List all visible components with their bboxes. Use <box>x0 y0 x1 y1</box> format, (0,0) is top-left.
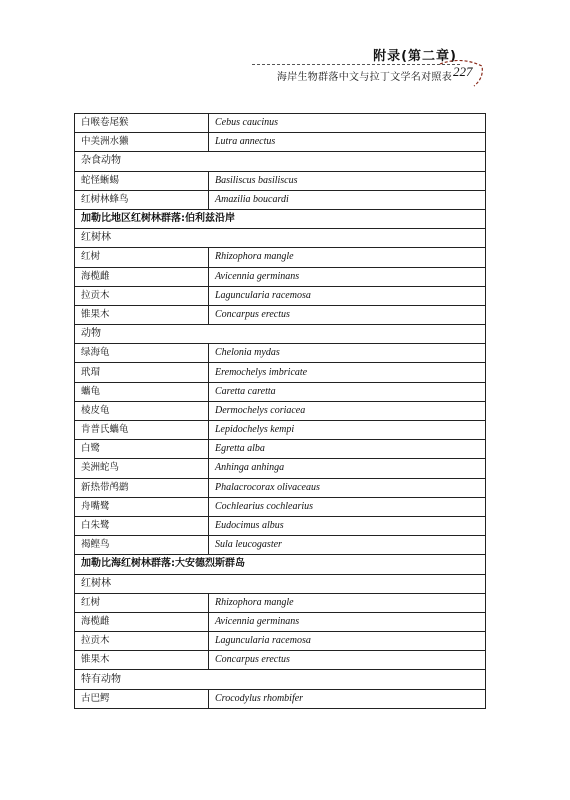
chinese-name-cell: 白喉卷尾猴 <box>75 114 209 133</box>
chinese-name-cell: 肯普氏蠵龟 <box>75 421 209 440</box>
table-row <box>75 114 486 133</box>
chinese-name-cell: 白鹭 <box>75 440 209 459</box>
chinese-name-cell: 拉贡木 <box>75 632 209 651</box>
table-row <box>75 536 486 555</box>
table-row <box>75 421 486 440</box>
latin-name-cell: Basiliscus basiliscus <box>209 171 486 190</box>
latin-name-cell: Amazilia boucardi <box>209 190 486 209</box>
latin-name-cell: Rhizophora mangle <box>209 248 486 267</box>
latin-name-cell: Rhizophora mangle <box>209 593 486 612</box>
chinese-name-cell: 美洲蛇鸟 <box>75 459 209 478</box>
table-row <box>75 440 486 459</box>
section-heading: 红树林 <box>75 229 486 248</box>
name-table <box>74 113 486 709</box>
latin-name-cell: Concarpus erectus <box>209 651 486 670</box>
chinese-name-cell: 锥果木 <box>75 651 209 670</box>
chinese-name-cell: 棱皮龟 <box>75 401 209 420</box>
table-row <box>75 133 486 152</box>
latin-name-cell: Avicennia germinans <box>209 612 486 631</box>
table-row <box>75 632 486 651</box>
chinese-name-cell: 蛇怪蜥蜴 <box>75 171 209 190</box>
latin-name-cell: Concarpus erectus <box>209 305 486 324</box>
latin-name-cell: Laguncularia racemosa <box>209 632 486 651</box>
table-row <box>75 478 486 497</box>
section-row <box>75 229 486 248</box>
table-row <box>75 651 486 670</box>
table-row <box>75 459 486 478</box>
section-heading: 红树林 <box>75 574 486 593</box>
latin-name-cell: Sula leucogaster <box>209 536 486 555</box>
table-row <box>75 516 486 535</box>
section-row <box>75 670 486 689</box>
chinese-name-cell: 海榄雌 <box>75 267 209 286</box>
table-row <box>75 401 486 420</box>
section-row <box>75 555 486 574</box>
chinese-name-cell: 红树 <box>75 248 209 267</box>
name-table-body <box>75 114 486 709</box>
latin-name-cell: Crocodylus rhombifer <box>209 689 486 708</box>
chinese-name-cell: 舟嘴鹭 <box>75 497 209 516</box>
latin-name-cell: Lepidochelys kempi <box>209 421 486 440</box>
page-number: 227 <box>453 64 473 79</box>
section-row <box>75 152 486 171</box>
chinese-name-cell: 古巴鳄 <box>75 689 209 708</box>
chinese-name-cell: 绿海龟 <box>75 344 209 363</box>
latin-name-cell: Cebus caucinus <box>209 114 486 133</box>
table-row <box>75 344 486 363</box>
chinese-name-cell: 新热带鸬鹚 <box>75 478 209 497</box>
chinese-name-cell: 褐鲣鸟 <box>75 536 209 555</box>
chinese-name-cell: 红树林蜂鸟 <box>75 190 209 209</box>
table-row <box>75 497 486 516</box>
chinese-name-cell: 中美洲水獭 <box>75 133 209 152</box>
latin-name-cell: Eremochelys imbricate <box>209 363 486 382</box>
table-row <box>75 248 486 267</box>
latin-name-cell: Phalacrocorax olivaceaus <box>209 478 486 497</box>
chinese-name-cell: 海榄雌 <box>75 612 209 631</box>
latin-name-cell: Caretta caretta <box>209 382 486 401</box>
latin-name-cell: Eudocimus albus <box>209 516 486 535</box>
table-row <box>75 689 486 708</box>
table-row <box>75 171 486 190</box>
chinese-name-cell: 红树 <box>75 593 209 612</box>
table-row <box>75 286 486 305</box>
latin-name-cell: Avicennia germinans <box>209 267 486 286</box>
section-heading: 特有动物 <box>75 670 486 689</box>
table-row <box>75 267 486 286</box>
table-caption: 海岸生物群落中文与拉丁文学名对照表 <box>276 72 452 83</box>
table-row <box>75 363 486 382</box>
chinese-name-cell: 白朱鹭 <box>75 516 209 535</box>
section-row <box>75 325 486 344</box>
appendix-title: 附录(第二章) <box>373 49 457 64</box>
latin-name-cell: Anhinga anhinga <box>209 459 486 478</box>
table-row <box>75 305 486 324</box>
chinese-name-cell: 蠵龟 <box>75 382 209 401</box>
header-dashed-rule <box>252 64 460 65</box>
section-heading: 动物 <box>75 325 486 344</box>
section-row <box>75 574 486 593</box>
section-heading: 加勒比海红树林群落:大安德烈斯群岛 <box>75 555 486 574</box>
latin-name-cell: Dermochelys coriacea <box>209 401 486 420</box>
table-row <box>75 593 486 612</box>
latin-name-cell: Lutra annectus <box>209 133 486 152</box>
chinese-name-cell: 锥果木 <box>75 305 209 324</box>
section-row <box>75 209 486 228</box>
chinese-name-cell: 玳瑁 <box>75 363 209 382</box>
latin-name-cell: Laguncularia racemosa <box>209 286 486 305</box>
section-heading: 杂食动物 <box>75 152 486 171</box>
section-heading: 加勒比地区红树林群落:伯利兹沿岸 <box>75 209 486 228</box>
latin-name-cell: Chelonia mydas <box>209 344 486 363</box>
table-row <box>75 382 486 401</box>
table-row <box>75 612 486 631</box>
page-header <box>0 0 570 100</box>
table-row <box>75 190 486 209</box>
chinese-name-cell: 拉贡木 <box>75 286 209 305</box>
latin-name-cell: Cochlearius cochlearius <box>209 497 486 516</box>
latin-name-cell: Egretta alba <box>209 440 486 459</box>
